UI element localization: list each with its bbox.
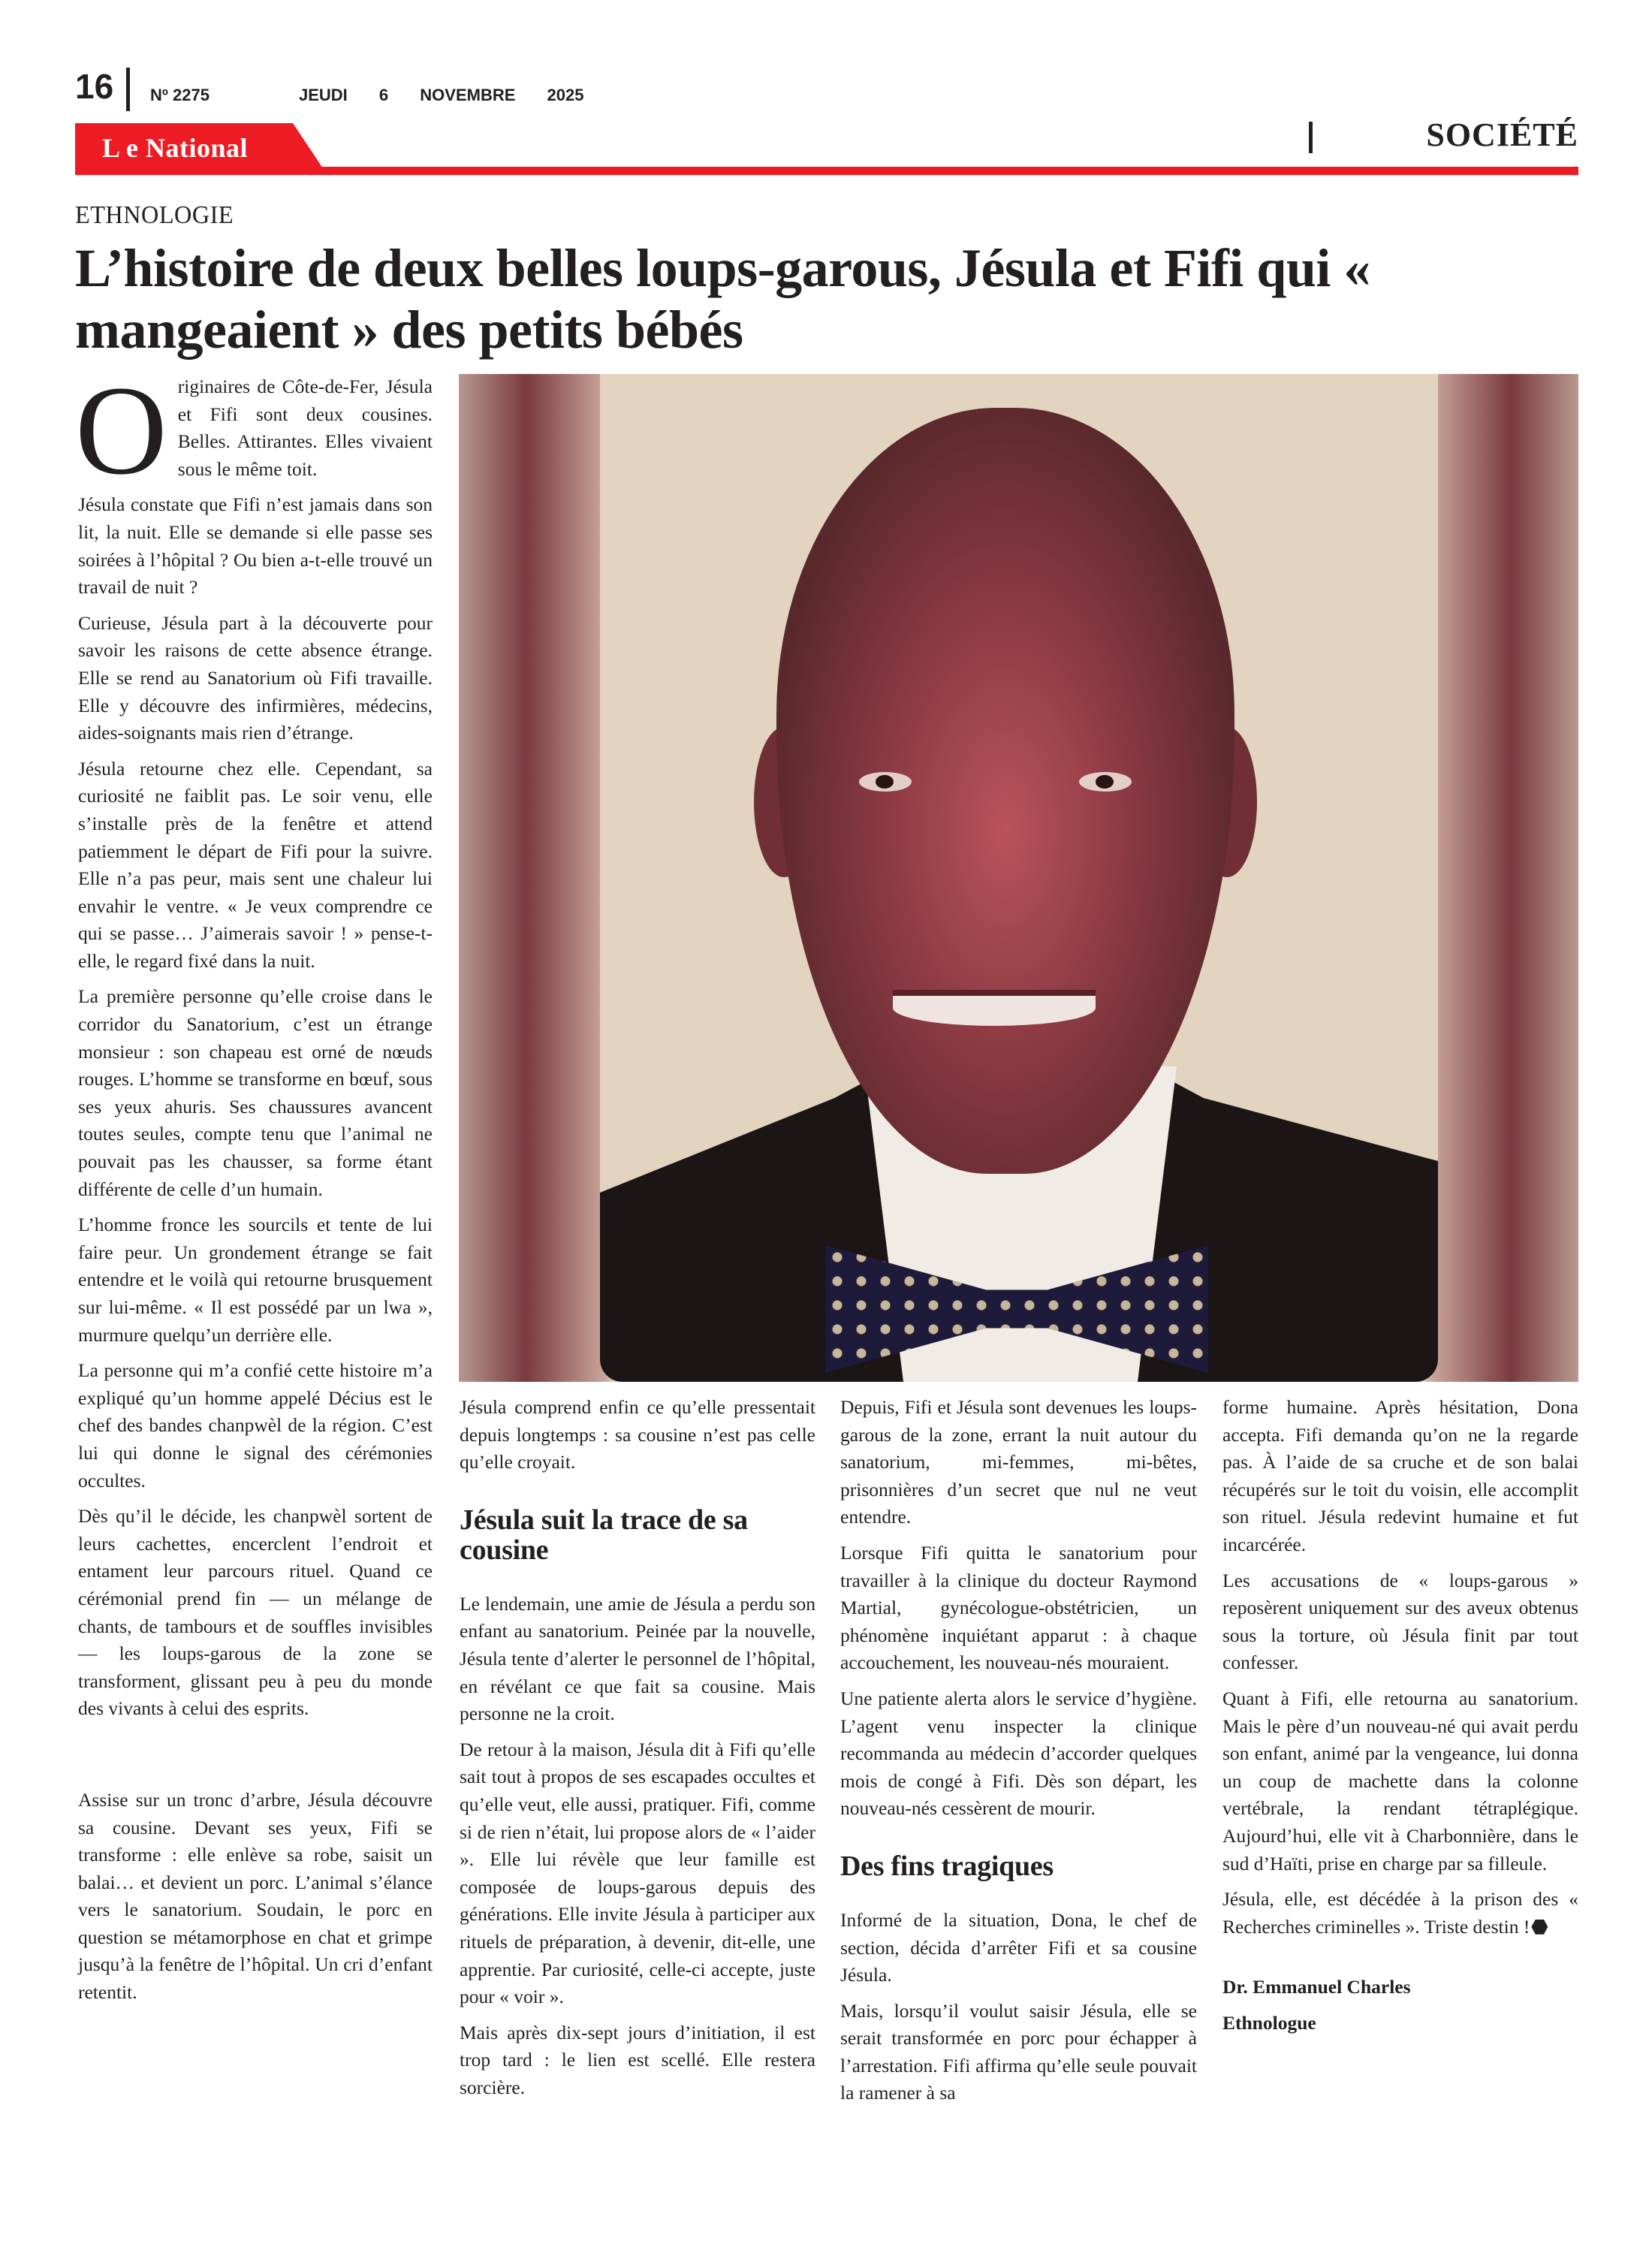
paragraph: forme humaine. Après hésitation, Dona accepta. Fifi demanda qu’on ne la regarde pas. À l’aide de sa cruche et de son balai récupérés sur le toit du voisin, elle accomplit son rituel. Jésula redevint humaine et fut incarcérée.: [1222, 1396, 1578, 1555]
paragraph: Jésula constate que Fifi n’est jamais dans son lit, la nuit. Elle se demande si elle passe ses soirées à l’hôpital ? Ou bien a-t-elle trouvé un travail de nuit ?: [78, 493, 433, 599]
date-day: 6: [378, 86, 389, 104]
column-gap: [78, 1731, 433, 1787]
newspaper-logo: L e National: [102, 133, 249, 163]
article-column-4: [1222, 1394, 1578, 2041]
brand-rule: [75, 167, 1578, 175]
date-weekday: JEUDI: [299, 86, 348, 104]
portrait-image: [600, 374, 1438, 1382]
paragraph: Depuis, Fifi et Jésula sont devenues les loups-garous de la zone, errant la nuit autour du sanatorium, mi-femmes, mi-bêtes, prisonnières d’un secret que nul ne veut entendre.: [840, 1396, 1197, 1528]
portrait-smile: [893, 990, 1096, 1026]
section-divider: [1309, 122, 1313, 153]
paragraph: Quant à Fifi, elle retourna au sanatorium. Mais le père d’un nouveau-né qui avait perdu son enfant, animé par la vengeance, lui donna un coup de machette dans la colonne vertébrale, la rendant tétraplégique. Aujourd’hui, elle vit à Charbonnière, dans le sud d’Haïti, prise en charge par sa filleule.: [1222, 1687, 1578, 1874]
issue-number: Nº 2275: [150, 86, 210, 104]
subheading: Des fins tragiques: [840, 1850, 1054, 1882]
paragraph: La personne qui m’a confié cette histoire m’a expliqué qu’un homme appelé Décius est le chef des bandes chanpwèl de la région. C’est lui qui donne le signal des cérémonies occultes.: [78, 1359, 433, 1491]
date-month: NOVEMBRE: [420, 86, 516, 104]
drop-cap: O: [75, 360, 167, 501]
date-year: 2025: [547, 86, 584, 104]
paragraph: Jésula comprend enfin ce qu’elle pressentait depuis longtemps : sa cousine n’est pas celle qu’elle croyait.: [460, 1396, 815, 1473]
author-name: Dr. Emmanuel Charles: [1222, 1976, 1411, 1998]
paragraph: Lorsque Fifi quitta le sanatorium pour travailler à la clinique du docteur Raymond Martial, gynécologue-obstétricien, un phénomène inquiétant apparut : à chaque accouchement, les nouveau-nés mouraient.: [840, 1541, 1197, 1674]
author-role: Ethnologue: [1222, 2012, 1316, 2034]
article-kicker: ETHNOLOGIE: [75, 201, 234, 229]
paragraph: Le lendemain, une amie de Jésula a perdu son enfant au sanatorium. Peinée par la nouvelle, Jésula tente d’alerter le personnel de l’hôpital, en révélant ce que fait sa cousine. Mais personne ne la croit.: [460, 1592, 815, 1725]
paragraph: Mais après dix-sept jours d’initiation, il est trop tard : le lien est scellé. Elle restera sorcière.: [460, 2021, 815, 2098]
article-column-2: [460, 1394, 815, 2110]
byline: [1222, 1969, 1578, 2041]
portrait-eye: [859, 772, 912, 792]
article-column-1: [75, 360, 433, 2015]
end-of-article-icon: [1531, 1920, 1548, 1935]
closing-paragraph: Jésula, elle, est décédée à la prison des « Recherches criminelles ». Triste destin !: [1222, 1888, 1578, 1938]
subheading: Jésula suit la trace de sa cousine: [460, 1504, 748, 1566]
article-photo: [459, 374, 1578, 1382]
article-headline: L’histoire de deux belles loups-garous, Jésula et Fifi qui « mangeaient » des petits bébés: [75, 238, 1370, 360]
paragraph: Curieuse, Jésula part à la découverte pour savoir les raisons de cette absence étrange. Elle se rend au Sanatorium où Fifi travaille. Elle y découvre des infirmières, médecins, aides-soignants mais rien d’étrange.: [78, 611, 433, 744]
paragraph: Mais, lorsqu’il voulut saisir Jésula, elle se serait transformée en porc pour échapper à l’arrestation. Fifi affirma qu’elle seule pouvait la ramener à sa: [840, 1999, 1197, 2104]
portrait-eye: [1079, 772, 1132, 792]
paragraph: Informé de la situation, Dona, le chef de section, décida d’arrêter Fifi et sa cousine Jésula.: [840, 1908, 1197, 1986]
paragraph: Assise sur un tronc d’arbre, Jésula découvre sa cousine. Devant ses yeux, Fifi se transforme : elle enlève sa robe, saisit un balai… et devient un porc. L’animal s’élance vers le sanatorium. Soudain, le porc en question se métamorphose en chat et grimpe jusqu’à la fenêtre de l’hôpital. Un cri d’enfant retentit.: [78, 1788, 433, 2004]
paragraph: Une patiente alerta alors le service d’hygiène. L’agent venu inspecter la clinique recommanda au médecin d’accorder quelques mois de congé à Fifi. Dès son départ, les nouveau-nés cessèrent de mourir.: [840, 1687, 1197, 1820]
publication-date: [299, 86, 604, 105]
paragraph: L’homme fronce les sourcils et tente de lui faire peur. Un grondement étrange se fait entendre et le voilà qui retourne brusquement sur lui-même. « Il est possédé par un lwa », murmure quelqu’un derrière elle.: [78, 1214, 433, 1346]
paragraph: La première personne qu’elle croise dans le corridor du Sanatorium, c’est un étrange monsieur : son chapeau est orné de nœuds rouges. L’homme se transforme en bœuf, sous ses yeux ahuris. Ses chaussures avancent toutes seules, compte tenu que l’animal ne pouvait pas les chausser, sa forme étant différente de celle d’un humain.: [78, 985, 433, 1200]
page-number: 16: [75, 67, 114, 106]
article-column-3: [840, 1394, 1197, 2116]
portrait-head: [776, 408, 1234, 1174]
paragraph: De retour à la maison, Jésula dit à Fifi qu’elle sait tout à propos de ses escapades occultes et qu’elle veut, elle aussi, pratiquer. Fifi, comme si de rien n’était, lui propose alors de « l’aider ». Elle lui révèle que leur famille est composée de loups-garous depuis des générations. Elle invite Jésula à participer aux rituels de préparation, à devenir, dit-elle, une apprentie. Par curiosité, celle-ci accepte, juste pour « voir ».: [460, 1738, 815, 2008]
page-number-divider: [126, 68, 130, 111]
lead-paragraph: Originaires de Côte-de-Fer, Jésula et Fifi sont deux cousines. Belles. Attirantes. Elles vivaient sous le même toit.: [75, 360, 433, 501]
paragraph: Jésula retourne chez elle. Cependant, sa curiosité ne faiblit pas. Le soir venu, elle s’installe près de la fenêtre et attend patiemment le départ de Fifi pour la suivre. Elle n’a pas peur, mais sent une chaleur lui envahir le ventre. « Je veux comprendre ce qui se passe… J’aimerais savoir ! » pense-t-elle, le regard fixé dans la nuit.: [78, 757, 433, 972]
section-title: SOCIÉTÉ: [1426, 116, 1578, 153]
paragraph: Les accusations de « loups-garous » reposèrent uniquement sur des aveux obtenus sous la torture, où Jésula finit par tout confesser.: [1222, 1569, 1578, 1674]
paragraph: Dès qu’il le décide, les chanpwèl sortent de leurs cachettes, encerclent l’endroit et entament leur parcours rituel. Quand ce cérémonial prend fin — un mélange de chants, de tambours et de souffles invisibles — les loups-garous de la zone se transforment, glissant peu à peu du monde des vivants à celui des esprits.: [78, 1505, 433, 1720]
